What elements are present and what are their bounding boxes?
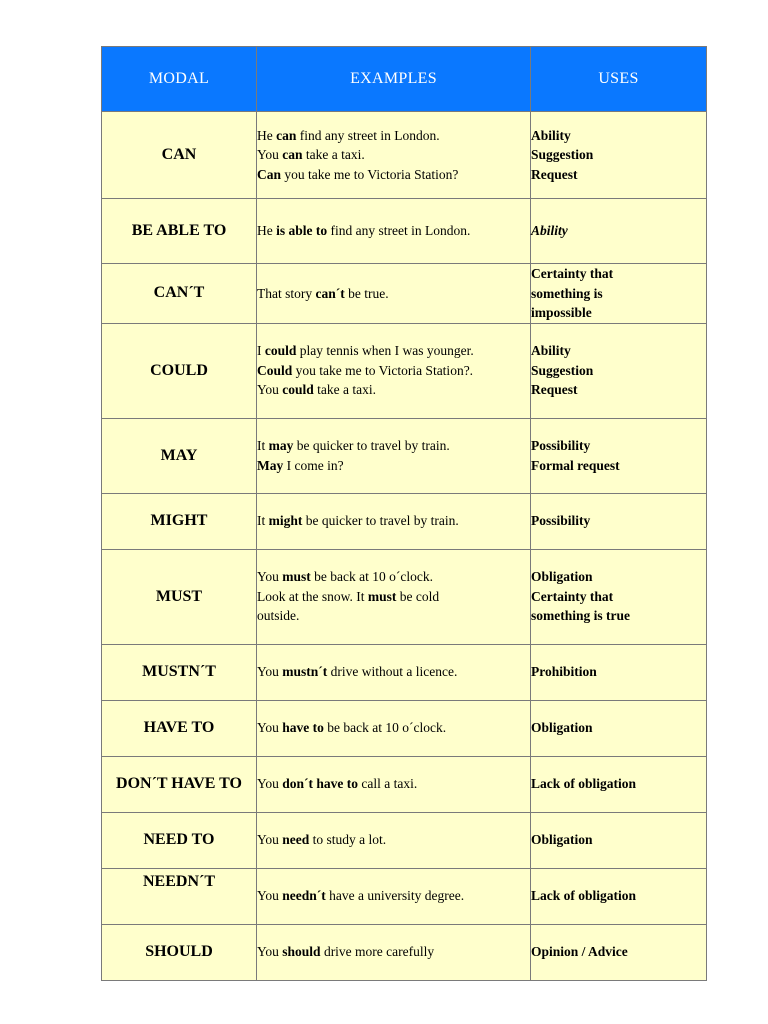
example-line [257,456,530,476]
examples-cell [257,756,531,812]
table-row [102,199,707,264]
use-item: Request [531,382,578,398]
uses-cell [531,493,707,549]
example-line [257,942,530,962]
example-text: Look at the snow. It [257,588,368,604]
uses-cell [531,199,707,264]
example-text: take a taxi. [302,147,365,163]
modal-cell: MUST [102,549,257,644]
example-text: It [257,438,269,453]
example-line [257,380,530,400]
use-item: Prohibition [531,664,597,680]
uses-cell [531,418,707,493]
example-line [257,830,530,850]
example-line [257,341,530,361]
use-item: Certainty that [531,266,614,281]
uses-cell [531,700,707,756]
modal-highlight: could [282,382,314,398]
modal-cell: CAN´T [102,264,257,324]
modal-highlight: Could [257,362,293,378]
example-text: drive more carefully [320,944,435,960]
modal-verbs-table [101,46,707,981]
uses-cell [531,924,707,980]
example-text: be quicker to travel by train. [302,513,459,529]
modal-cell: COULD [102,323,257,418]
use-item: Request [531,166,578,182]
example-line [257,662,530,682]
use-item: something is [531,285,603,301]
uses-cell [531,323,707,418]
example-text: You [257,147,283,163]
modal-highlight: could [264,343,297,359]
uses-cell [531,812,707,868]
modal-cell: SHOULD [102,924,257,980]
table-body [102,112,707,981]
modal-highlight: should [282,944,321,960]
uses-cell [531,644,707,700]
use-item: something is true [531,608,630,624]
header-modal: MODAL [102,47,257,112]
examples-cell [257,812,531,868]
modal-highlight: must [367,588,397,604]
modal-cell: MAY [102,418,257,493]
example-line [257,145,530,165]
example-line [257,221,530,241]
example-line [257,718,530,738]
examples-cell [257,264,531,324]
modal-highlight: needn´t [282,888,326,904]
table-row [102,812,707,868]
example-text: be cold [396,588,440,604]
example-text: That story [257,285,316,301]
example-text: call a taxi. [358,776,418,792]
example-text: to study a lot. [309,832,387,848]
use-item: Ability [531,343,571,359]
example-text: be back at 10 o´clock. [310,569,433,585]
example-text: you take me to Victoria Station? [281,166,459,182]
modal-highlight: is able to [276,223,328,239]
modal-cell: MIGHT [102,493,257,549]
modal-cell: NEEDN´T [102,868,257,924]
table-row [102,644,707,700]
modal-highlight: might [268,513,303,529]
modal-cell: DON´T HAVE TO [102,756,257,812]
modal-highlight: may [268,438,294,453]
use-item: Possibility [531,513,591,529]
example-line [257,284,530,304]
example-text: I [257,343,265,359]
example-text: take a taxi. [313,382,377,398]
example-line [257,511,530,531]
example-text: find any street in London. [296,127,440,143]
example-text: find any street in London. [327,223,471,239]
table-row [102,112,707,199]
example-line [257,587,530,607]
example-text: be back at 10 o´clock. [323,720,447,736]
modal-highlight: have to [282,720,324,736]
use-item: Lack of obligation [531,888,637,904]
examples-cell [257,924,531,980]
examples-cell [257,199,531,264]
modal-highlight: Can [257,166,282,182]
example-text: You [257,888,283,904]
modal-highlight: must [282,569,311,585]
modal-cell: CAN [102,112,257,199]
examples-cell [257,112,531,199]
example-text: drive without a licence. [327,664,458,680]
examples-cell [257,418,531,493]
header-row [102,47,707,112]
table-row [102,418,707,493]
header-examples: EXAMPLES [257,47,531,112]
example-text: You [257,832,283,848]
examples-cell [257,644,531,700]
uses-cell [531,549,707,644]
example-text: You [257,382,283,398]
table-row [102,756,707,812]
use-item: Suggestion [531,147,594,163]
example-line [257,886,530,906]
example-text: He [257,127,277,143]
table-row [102,493,707,549]
example-line [257,567,530,587]
modal-highlight: mustn´t [282,664,328,680]
use-item: Ability [531,127,571,143]
use-item: Formal request [531,457,620,473]
table-row [102,868,707,924]
example-text: play tennis when I was younger. [296,343,474,359]
use-item: Certainty that [531,588,614,604]
use-item: Obligation [531,720,593,736]
uses-cell [531,264,707,324]
example-line [257,165,530,185]
examples-cell [257,549,531,644]
example-text: I come in? [283,457,344,473]
use-item: Lack of obligation [531,776,637,792]
use-item: Obligation [531,832,593,848]
example-text: You [257,720,283,736]
use-item: Suggestion [531,362,594,378]
modal-highlight: can´t [315,285,345,301]
example-text: It [257,513,269,529]
table-row [102,264,707,324]
example-line [257,606,530,626]
modal-highlight: can [276,127,297,143]
modal-cell: BE ABLE TO [102,199,257,264]
use-item: Possibility [531,438,591,453]
table-row [102,549,707,644]
examples-cell [257,868,531,924]
uses-cell [531,868,707,924]
example-text: you take me to Victoria Station?. [292,362,474,378]
example-line [257,436,530,456]
example-text: be true. [344,285,389,301]
use-item: Opinion / Advice [531,944,628,960]
use-item: Ability [531,223,568,239]
modal-cell: MUSTN´T [102,644,257,700]
modal-cell: NEED TO [102,812,257,868]
example-text: outside. [257,608,300,624]
examples-cell [257,493,531,549]
example-text: You [257,944,283,960]
example-line [257,126,530,146]
example-text: You [257,569,283,585]
table-row [102,700,707,756]
uses-cell [531,756,707,812]
example-text: You [257,776,283,792]
example-text: be quicker to travel by train. [293,438,450,453]
examples-cell [257,700,531,756]
modal-highlight: don´t have to [282,776,359,792]
modal-highlight: need [282,832,310,848]
example-text: You [257,664,283,680]
use-item: impossible [531,305,592,320]
modal-cell: HAVE TO [102,700,257,756]
example-text: He [257,223,277,239]
table-row [102,924,707,980]
modal-highlight: can [282,147,303,163]
example-line [257,361,530,381]
table-row [102,323,707,418]
uses-cell [531,112,707,199]
modal-highlight: May [257,457,284,473]
example-line [257,774,530,794]
header-uses: USES [531,47,707,112]
example-text: have a university degree. [325,888,465,904]
use-item: Obligation [531,569,593,585]
examples-cell [257,323,531,418]
